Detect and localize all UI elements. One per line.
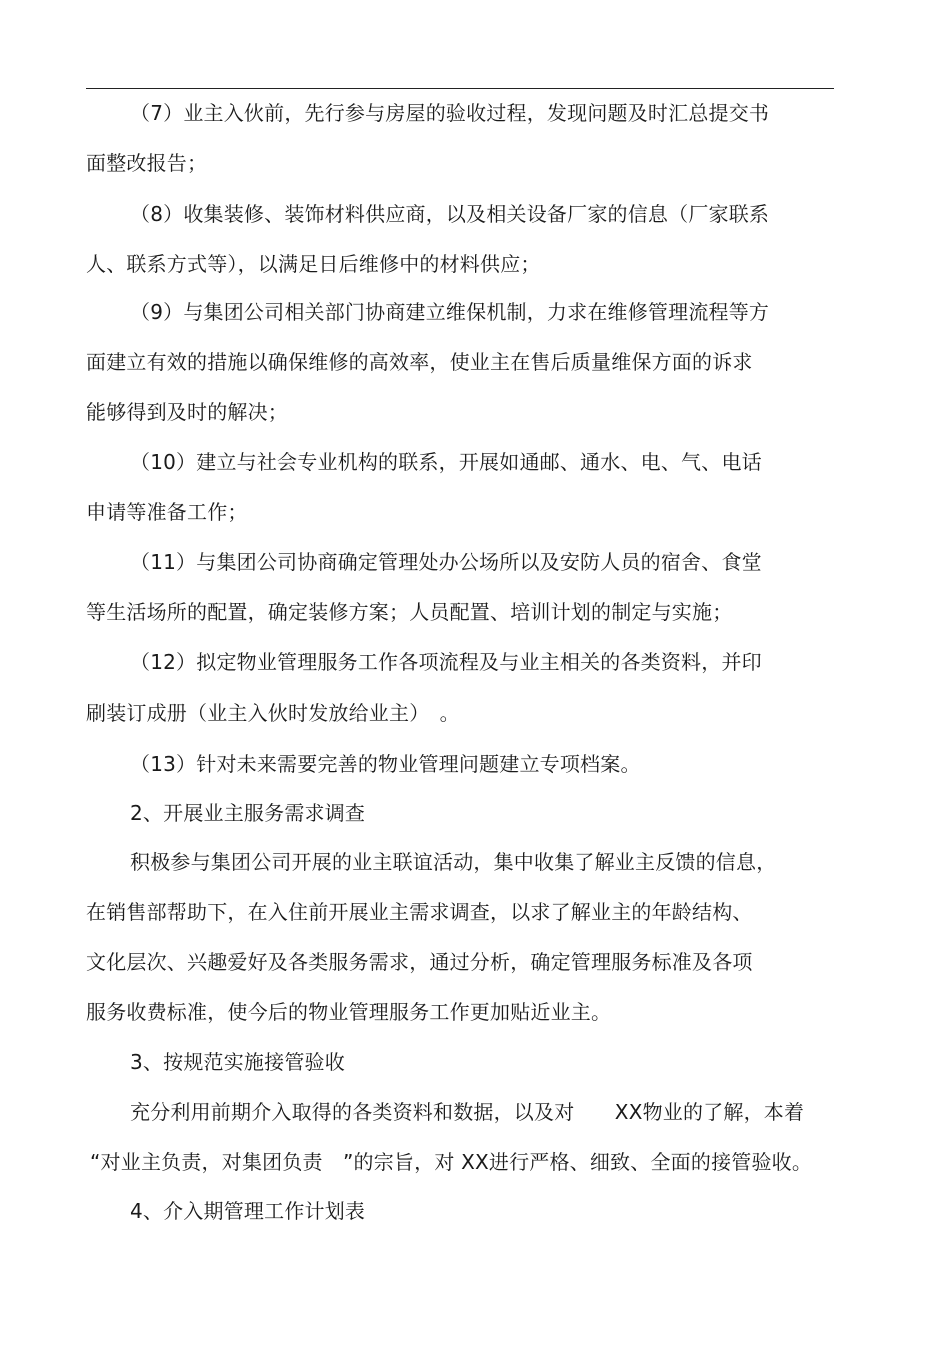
section-2-body-line-3: 文化层次、兴趣爱好及各类服务需求，通过分析，确定管理服务标准及各项 [86,950,753,974]
section-heading-4: 4、介入期管理工作计划表 [130,1199,366,1223]
paragraph-item-12-line-2: 刷装订成册（业主入伙时发放给业主） 。 [86,701,460,725]
section-heading-2: 2、开展业主服务需求调查 [130,801,366,825]
paragraph-item-12-line-1: （12）拟定物业管理服务工作各项流程及与业主相关的各类资料，并印 [130,650,762,674]
paragraph-item-13: （13）针对未来需要完善的物业管理问题建立专项档案。 [130,752,641,776]
section-3-body-line-1: 充分利用前期介入取得的各类资料和数据，以及对 XX物业的了解，本着 [130,1100,805,1124]
paragraph-item-9-line-3: 能够得到及时的解决； [86,400,288,424]
paragraph-item-11-line-1: （11）与集团公司协商确定管理处办公场所以及安防人员的宿舍、食堂 [130,550,762,574]
paragraph-item-8-line-2: 人、联系方式等），以满足日后维修中的材料供应； [86,252,541,276]
section-heading-3: 3、按规范实施接管验收 [130,1050,345,1074]
paragraph-item-11-line-2: 等生活场所的配置，确定装修方案；人员配置、培训计划的制定与实施； [86,600,733,624]
paragraph-item-9-line-2: 面建立有效的措施以确保维修的高效率，使业主在售后质量维保方面的诉求 [86,350,753,374]
section-2-body-line-4: 服务收费标准，使今后的物业管理服务工作更加贴近业主。 [86,1000,612,1024]
paragraph-item-7-line-2: 面整改报告； [86,151,208,175]
header-rule [86,88,834,89]
section-2-body-line-1: 积极参与集团公司开展的业主联谊活动，集中收集了解业主反馈的信息， [130,850,777,874]
paragraph-item-8-line-1: （8）收集装修、装饰材料供应商，以及相关设备厂家的信息（厂家联系 [130,202,770,226]
section-2-body-line-2: 在销售部帮助下，在入住前开展业主需求调查，以求了解业主的年龄结构、 [86,900,753,924]
paragraph-item-9-line-1: （9）与集团公司相关部门协商建立维保机制，力求在维修管理流程等方 [130,300,770,324]
paragraph-item-10-line-1: （10）建立与社会专业机构的联系，开展如通邮、通水、电、气、电话 [130,450,762,474]
paragraph-item-7-line-1: （7）业主入伙前，先行参与房屋的验收过程，发现问题及时汇总提交书 [130,101,770,125]
paragraph-item-10-line-2: 申请等准备工作； [86,500,248,524]
section-3-body-line-2: “对业主负责，对集团负责 ”的宗旨，对 XX进行严格、细致、全面的接管验收。 [90,1150,813,1174]
